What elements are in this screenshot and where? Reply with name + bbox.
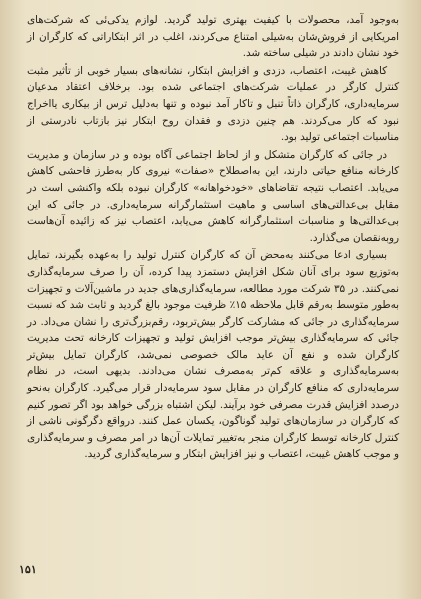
page-number: ۱۵۱ [19, 563, 37, 576]
paragraph: به‌وجود آمد، محصولات با کیفیت بهتری تولید گردید. لوازم یدکی‌ئی که شرکت‌های امریکایی از فروش‌شان به‌شیلی امتناع می‌کردند، اغلب در اثر ابتکاراتی که کارگران از خود نشان دادند در شیلی ساخته شد. [27, 14, 399, 60]
paragraph: کاهش غیبت، اعتصاب، دزدی و افزایش ابتکار، نشانه‌های بسیار خوبی از تأثیر مثبت کنترل کارگر در عملیات شرکت‌های اجتماعی شده بود. برخلاف اعتقاد مدعیان سرمایه‌داری، کارگران ذاتاً تنبل و تاکار آمد نبوده و تنها به‌دلیل ترس از بیکاری یااخراج نبود که کار می‌کردند. هم چنین دزدی و فقدان روح ابتکار نیز بازتاب نادرستی از مناسبات اجتماعی تولید بود. [27, 64, 399, 144]
paragraph: در جائی که کارگران متشکل و از لحاظ اجتماعی آگاه بوده و در سازمان و مدیریت کارخانه منافع حیاتی دارند، این به‌اصطلاح «صفات» نیروی کار به‌طرز فاحشی کاهش می‌یابد. اعتصاب نتیجه تقاضاهای «خودخواهانه» کارگران نبوده بلکه واکنشی است در مقابل بی‌عدالتی‌های اساسی و ماهیت استثمارگرانه سرمایه‌داری. در جائی که این بی‌عدالتی‌ها و مناسبات استثمارگرانه کاهش می‌یابد، اعتصاب نیز که زائیده آن‌هاست روبه‌نقصان می‌گذارد. [27, 148, 399, 244]
body-text [27, 12, 399, 463]
paragraph: بسیاری ادعا می‌کنند به‌محض آن که کارگران کنترل تولید را به‌عهده بگیرند، تمایل به‌توزیع سود برای آنان شکل افزایش دستمزد پیدا کرده، آن را صرف سرمایه‌گذاری نمی‌کنند. در ۳۵ شرکت مورد مطالعه، سرمایه‌گذاری‌های جدید در ماشین‌آلات و تجهیزات به‌طور متوسط به‌رقم قابل ملاحظه ۱۵٪ ظرفیت موجود بالغ گردید و ثابت شد که نسبت سرمایه‌گذاری در جائی که مشارکت کارگر بیش‌تربود، رقم‌بزرگ‌تری را نشان می‌داد. در جائی که سرمایه‌گذاری بیش‌تر موجب افزایش تولید و تجهیزات کارخانه تحت مدیریت کارگران شده و نفع آن عاید مالک خصوصی نمی‌شد، کارگران تمایل بیش‌تر به‌سرمایه‌گذاری و علاقه کم‌تر به‌مصرف نشان می‌دادند. بدیهی است، در نظام سرمایه‌داری که منافع کارگران در مقابل سود سرمایه‌دار قرار می‌گیرد. کارگران به‌نحو درصدد افزایش قدرت مصرفی خود برآیند. لیکن اشتباه بزرگی خواهد بود اگر تصور کنیم که کارگران در سازمان‌های تولید گوناگون، یکسان عمل کنند. درواقع دگرگونی ناشی از کنترل کارخانه توسط کارگران منجر به‌تغییر تمایلات آن‌ها در امر مصرف و سرمایه‌گذاری و موجب کاهش غیبت، اعتصاب و نیز افزایش ابتکار و سرمایه‌گذاری گردید. [27, 249, 399, 461]
